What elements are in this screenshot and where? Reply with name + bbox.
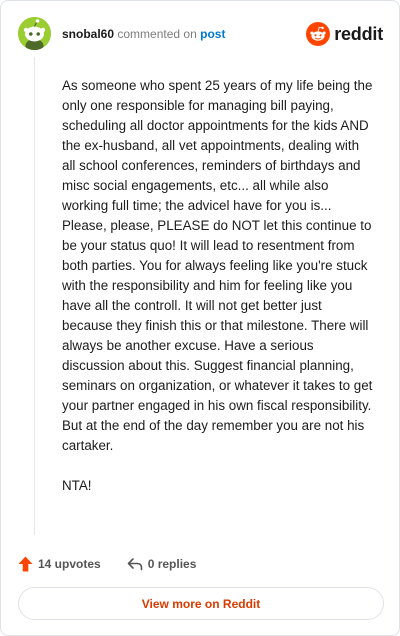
- reply-arrow-icon: [127, 557, 143, 571]
- comment-paragraph: As someone who spent 25 years of my life being the only one responsible for managing bill paying, scheduling all doctor appointments for the kids AND the ex-husband, all vet appointments, dealing with all school conferences, reminders of birthdays and misc social engagements, etc... all while also working full time; the advicel have for you is... Please, please, PLEASE do NOT let this continue to be your status quo! It will lead to resentment from both parties. You for always feeling like you're stuck with the responsibility and him for feeling like you have all the controll. It will not get better just because they finish this or that milestone. There will always be another excuse. Have a serious discussion about this. Suggest financial planning, seminars on organization, or whatever it takes to get your partner engaged in his own fiscal responsibility. But at the end of the day remember you are not his cartaker.: [62, 78, 373, 453]
- reddit-snoo-icon: [306, 22, 330, 46]
- comment-actions: [18, 553, 222, 575]
- comment-paragraph: NTA!: [62, 478, 92, 493]
- post-link[interactable]: post: [200, 27, 226, 41]
- comment-body: [62, 76, 374, 496]
- view-more-button[interactable]: View more on Reddit: [18, 587, 384, 620]
- thread-line: [34, 57, 35, 535]
- username[interactable]: snobal60: [62, 27, 115, 41]
- reddit-logo[interactable]: [306, 22, 383, 46]
- reddit-wordmark: reddit: [334, 23, 383, 44]
- comment-header: [18, 17, 383, 51]
- upvote-button[interactable]: [18, 556, 101, 572]
- upvote-count: 14 upvotes: [38, 557, 101, 571]
- upvote-arrow-icon: [18, 556, 33, 572]
- snoo-avatar-icon: [18, 17, 51, 50]
- reply-button[interactable]: [127, 557, 197, 571]
- commented-on-text: commented on: [117, 27, 197, 41]
- reply-count: 0 replies: [147, 557, 197, 571]
- avatar[interactable]: [18, 17, 51, 50]
- comment-meta: [62, 26, 225, 42]
